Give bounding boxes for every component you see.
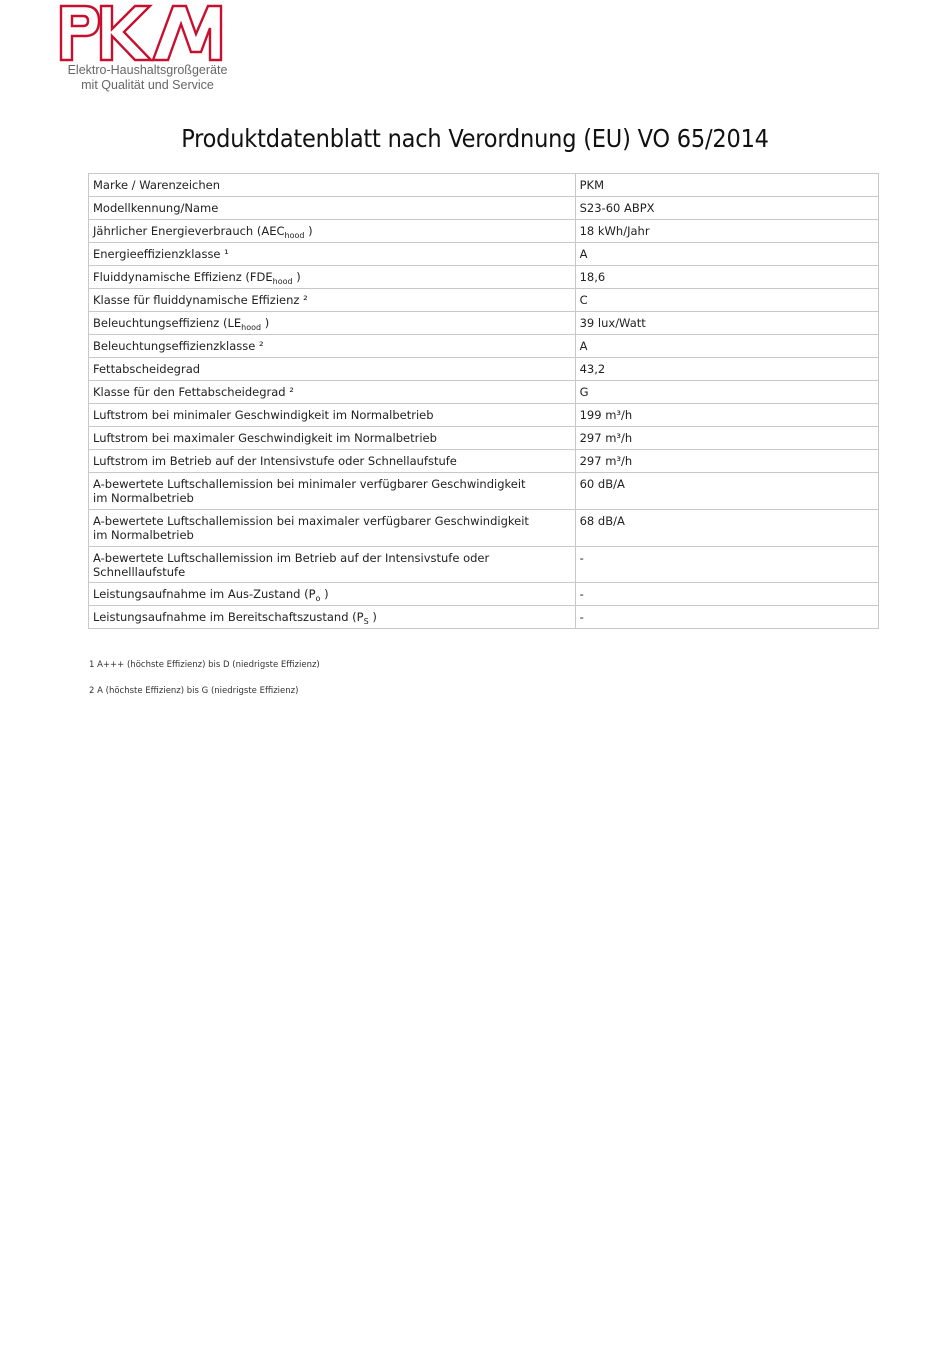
footnote-1: 1 A+++ (höchste Effizienz) bis D (niedrigste Effizienz) <box>89 660 320 670</box>
row-label <box>89 312 576 335</box>
row-label-suffix: ) <box>368 610 377 624</box>
row-label-text: Energieeffizienzklasse ¹ <box>93 247 229 261</box>
row-value: G <box>575 381 878 404</box>
footnote-2: 2 A (höchste Effizienz) bis G (niedrigste Effizienz) <box>89 686 299 696</box>
row-label <box>89 583 576 606</box>
table-row <box>89 510 879 547</box>
row-label <box>89 220 576 243</box>
row-label-text: Jährlicher Energieverbrauch (AEC <box>93 224 285 238</box>
row-label-text: Fluiddynamische Effizienz (FDE <box>93 270 273 284</box>
row-label <box>89 606 576 629</box>
row-label <box>89 427 576 450</box>
row-label-text: Luftstrom bei minimaler Geschwindigkeit im Normalbetrieb <box>93 408 434 422</box>
row-label-text: Luftstrom bei maximaler Geschwindigkeit im Normalbetrieb <box>93 431 437 445</box>
row-label-line2: im Normalbetrieb <box>93 491 194 505</box>
row-label <box>89 404 576 427</box>
row-value: 60 dB/A <box>575 473 878 510</box>
row-label-suffix: ) <box>320 587 329 601</box>
row-label-subscript: o <box>315 594 321 603</box>
row-value: C <box>575 289 878 312</box>
row-label <box>89 174 576 197</box>
pkm-logo <box>55 2 235 94</box>
row-value: - <box>575 606 878 629</box>
row-value: 18 kWh/Jahr <box>575 220 878 243</box>
row-label <box>89 266 576 289</box>
table-row <box>89 243 879 266</box>
row-value: S23-60 ABPX <box>575 197 878 220</box>
row-label-subscript: hood <box>284 231 305 240</box>
row-label-text: Beleuchtungseffizienz (LE <box>93 316 242 330</box>
table-row <box>89 427 879 450</box>
table-row <box>89 404 879 427</box>
table-row <box>89 289 879 312</box>
row-value: A <box>575 335 878 358</box>
logo-tagline-line1: Elektro-Haushaltsgroßgeräte <box>67 63 228 77</box>
row-label-text: Klasse für den Fettabscheidegrad ² <box>93 385 294 399</box>
row-value: 43,2 <box>575 358 878 381</box>
row-label-text: A-bewertete Luftschallemission im Betrieb auf der Intensivstufe oder Schnelllaufstufe <box>93 551 490 579</box>
table-row <box>89 220 879 243</box>
row-label-subscript: S <box>363 617 369 626</box>
row-label <box>89 243 576 266</box>
row-label <box>89 547 576 583</box>
row-label-text: Leistungsaufnahme im Aus-Zustand (P <box>93 587 316 601</box>
page-title: Produktdatenblatt nach Verordnung (EU) VO 65/2014 <box>181 124 769 153</box>
row-value: A <box>575 243 878 266</box>
logo-tagline-line2: mit Qualität und Service <box>81 78 214 92</box>
table-row <box>89 335 879 358</box>
row-label-line2: im Normalbetrieb <box>93 528 194 542</box>
row-label-text: Marke / Warenzeichen <box>93 178 221 192</box>
row-label <box>89 381 576 404</box>
table-row <box>89 174 879 197</box>
row-label <box>89 473 576 510</box>
row-label-suffix: ) <box>292 270 301 284</box>
table-row <box>89 547 879 583</box>
row-value: 39 lux/Watt <box>575 312 878 335</box>
row-label <box>89 510 576 547</box>
product-data-table <box>88 173 879 629</box>
product-data-rows <box>89 174 879 629</box>
table-row <box>89 312 879 335</box>
row-label <box>89 197 576 220</box>
row-label-text: Modellkennung/Name <box>93 201 219 215</box>
row-value: - <box>575 547 878 583</box>
table-row <box>89 381 879 404</box>
row-value: - <box>575 583 878 606</box>
row-label-subscript: hood <box>272 277 293 286</box>
row-value: 297 m³/h <box>575 450 878 473</box>
row-label <box>89 450 576 473</box>
row-value: PKM <box>575 174 878 197</box>
row-value: 18,6 <box>575 266 878 289</box>
row-value: 68 dB/A <box>575 510 878 547</box>
row-label-suffix: ) <box>261 316 270 330</box>
row-label <box>89 289 576 312</box>
table-row <box>89 473 879 510</box>
table-row <box>89 450 879 473</box>
row-label <box>89 335 576 358</box>
table-row <box>89 358 879 381</box>
row-label-text: Luftstrom im Betrieb auf der Intensivstufe oder Schnellaufstufe <box>93 454 457 468</box>
table-row <box>89 266 879 289</box>
table-row <box>89 606 879 629</box>
row-value: 297 m³/h <box>575 427 878 450</box>
row-value: 199 m³/h <box>575 404 878 427</box>
row-label-text: Leistungsaufnahme im Bereitschaftszustand (P <box>93 610 364 624</box>
row-label-text: Fettabscheidegrad <box>93 362 201 376</box>
row-label-text: Beleuchtungseffizienzklasse ² <box>93 339 264 353</box>
row-label-suffix: ) <box>304 224 313 238</box>
row-label-text: A-bewertete Luftschallemission bei minimaler verfügbarer Geschwindigkeit <box>93 477 526 491</box>
pkm-logo-mark <box>55 2 225 64</box>
row-label <box>89 358 576 381</box>
row-label-subscript: hood <box>241 323 262 332</box>
table-row <box>89 197 879 220</box>
table-row <box>89 583 879 606</box>
row-label-text: A-bewertete Luftschallemission bei maximaler verfügbarer Geschwindigkeit <box>93 514 529 528</box>
row-label-text: Klasse für fluiddynamische Effizienz ² <box>93 293 308 307</box>
